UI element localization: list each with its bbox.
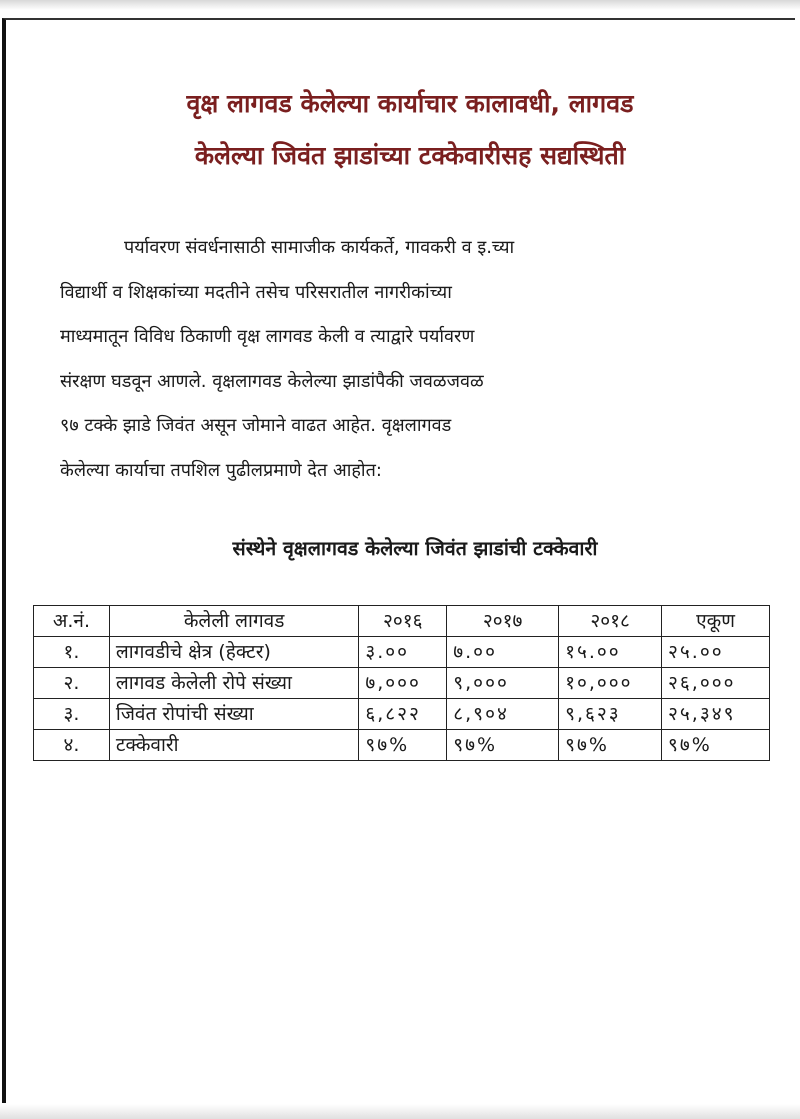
cell-label: जिवंत रोपांची संख्या <box>109 699 358 730</box>
paragraph-line: माध्यमातून विविध ठिकाणी वृक्ष लागवड केली व त्याद्वारे पर्यावरण <box>60 326 475 347</box>
cell-total: २५,३४९ <box>662 699 770 730</box>
cell-2016: ६,८२२ <box>359 699 447 730</box>
cell-2018: ९७% <box>559 730 662 761</box>
plantation-table <box>33 605 770 761</box>
cell-2016: ९७% <box>359 730 447 761</box>
cell-label: टक्केवारी <box>109 730 358 761</box>
document-title-line-2: केलेल्या जिवंत झाडांच्या टक्केवारीसह सद्यस्थिती <box>194 141 626 170</box>
header-2018: २०१८ <box>559 606 662 637</box>
cell-2018: १०,००० <box>559 668 662 699</box>
table-row <box>34 668 770 699</box>
header-2016: २०१६ <box>359 606 447 637</box>
scan-shadow-top <box>0 0 800 10</box>
paragraph-line: संरक्षण घडवून आणले. वृक्षलागवड केलेल्या झाडांपैकी जवळजवळ <box>60 370 484 392</box>
table-row <box>34 699 770 730</box>
paragraph-line: केलेल्या कार्याचा तपशिल पुढीलप्रमाणे देत आहोत: <box>60 459 382 481</box>
body-paragraph <box>60 226 750 493</box>
cell-2017: ७.०० <box>447 637 559 668</box>
cell-serial: २. <box>34 668 110 699</box>
cell-serial: ४. <box>34 730 110 761</box>
cell-serial: १. <box>34 637 110 668</box>
table-row <box>34 730 770 761</box>
cell-2016: ७,००० <box>359 668 447 699</box>
cell-2018: १५.०० <box>559 637 662 668</box>
cell-label: लागवड केलेली रोपे संख्या <box>109 668 358 699</box>
header-plantation: केलेली लागवड <box>109 606 358 637</box>
cell-2017: ९,००० <box>447 668 559 699</box>
paragraph-line: पर्यावरण संवर्धनासाठी सामाजीक कार्यकर्ते, गावकरी व इ.च्या <box>124 237 515 258</box>
cell-total: ९७% <box>662 730 770 761</box>
scan-shadow-bottom <box>0 1104 800 1119</box>
cell-total: २६,००० <box>662 668 770 699</box>
cell-label: लागवडीचे क्षेत्र (हेक्टर) <box>109 637 358 668</box>
header-serial: अ.नं. <box>34 606 110 637</box>
header-total: एकूण <box>662 606 770 637</box>
cell-total: २५.०० <box>662 637 770 668</box>
table-title: संस्थेने वृक्षलागवड केलेल्या जिवंत झाडांची टक्केवारी <box>232 537 598 560</box>
cell-2017: ८,९०४ <box>447 699 559 730</box>
paragraph-line: ९७ टक्के झाडे जिवंत असून जोमाने वाढत आहेत. वृक्षलागवड <box>60 415 452 436</box>
cell-serial: ३. <box>34 699 110 730</box>
paragraph-line: विद्यार्थी व शिक्षकांच्या मदतीने तसेच परिसरातील नागरीकांच्या <box>60 281 452 303</box>
table-row <box>34 637 770 668</box>
header-2017: २०१७ <box>447 606 559 637</box>
cell-2017: ९७% <box>447 730 559 761</box>
cell-2016: ३.०० <box>359 637 447 668</box>
document-title-line-1: वृक्ष लागवड केलेल्या कार्याचार कालावधी, लागवड <box>186 89 634 118</box>
table-header-row <box>34 606 770 637</box>
cell-2018: ९,६२३ <box>559 699 662 730</box>
